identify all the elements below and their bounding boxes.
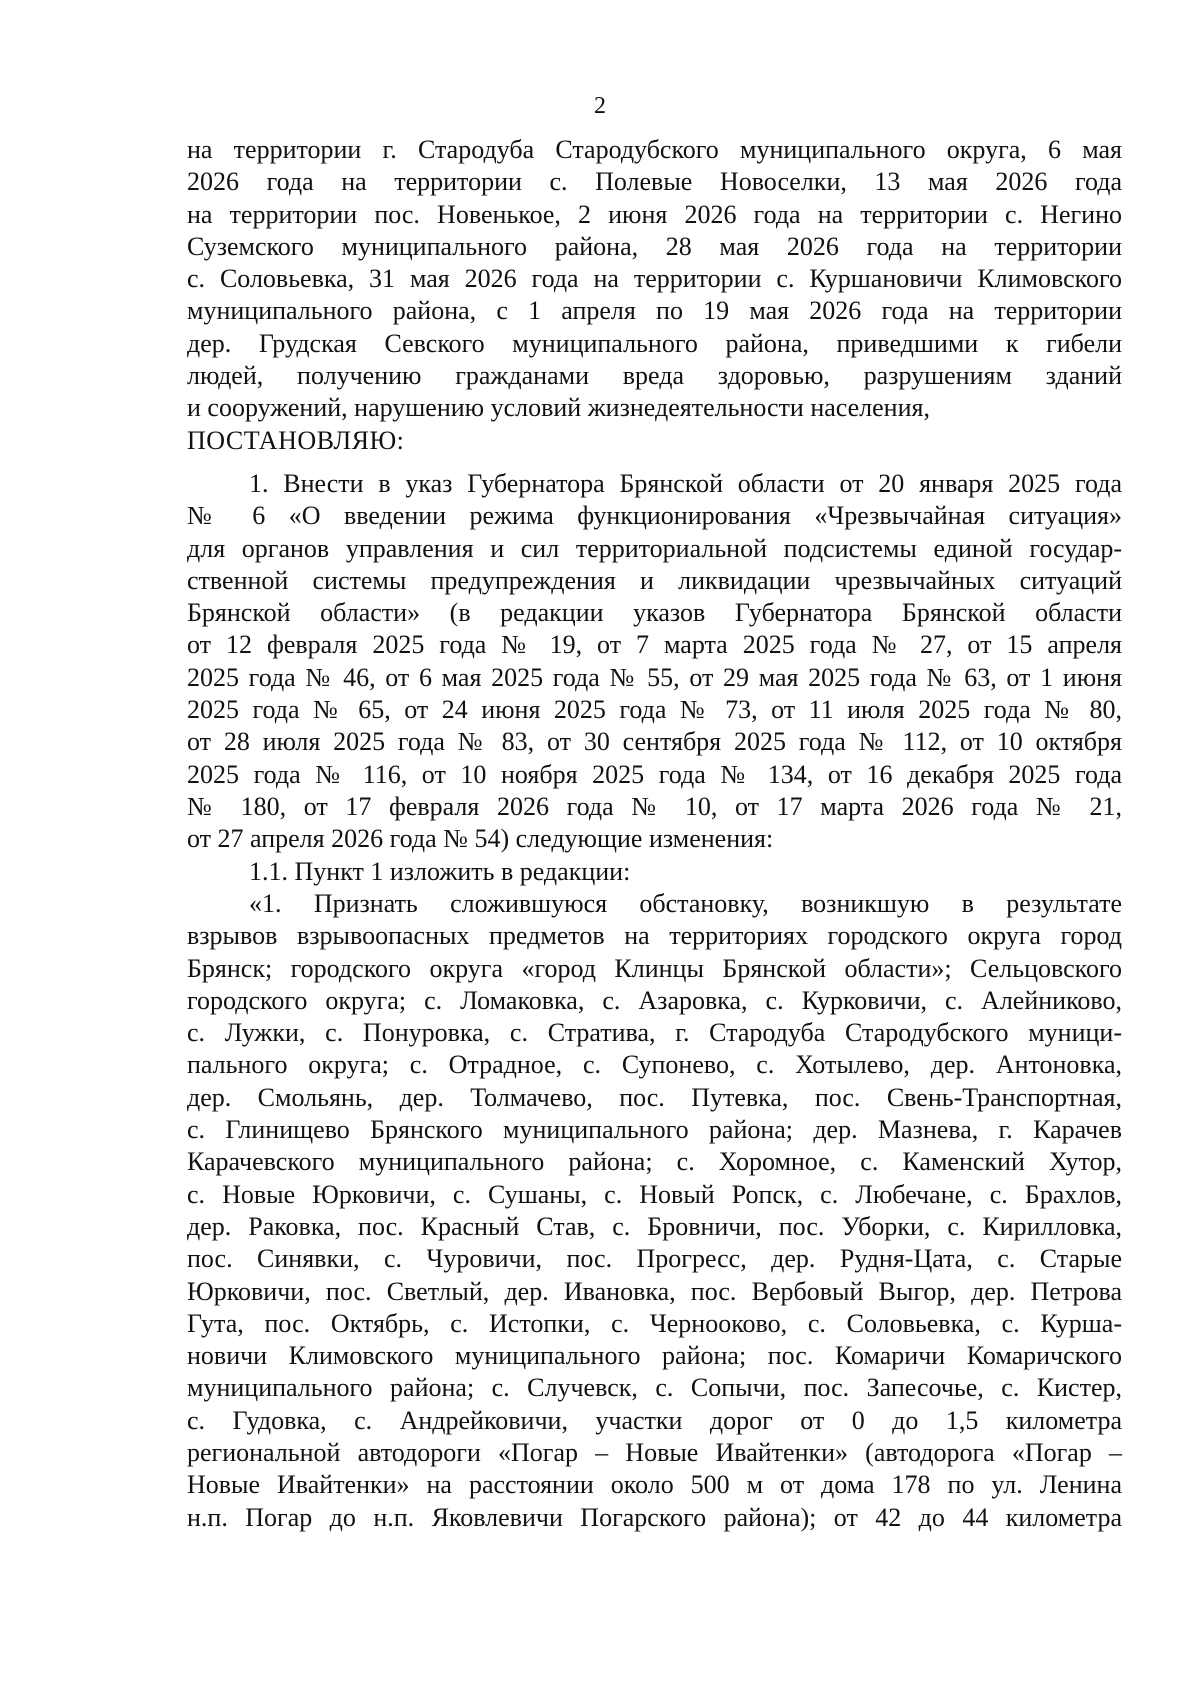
text-line: муниципального района, с 1 апреля по 19 мая 2026 года на территории — [187, 296, 1122, 326]
text-line: Карачевского муниципального района; с. Хоромное, с. Каменский Хутор, — [187, 1147, 1122, 1177]
amended-text-quote — [187, 888, 1122, 1534]
text-line: Брянской области» (в редакции указов Губернатора Брянской области — [187, 598, 1122, 628]
text-line: взрывов взрывоопасных предметов на территориях городского округа город — [187, 921, 1122, 951]
text-line: на территории пос. Новенькое, 2 июня 2026 года на территории с. Негино — [187, 199, 1122, 229]
text-line: с. Лужки, с. Понуровка, с. Стратива, г. Стародуба Стародубского муници- — [187, 1018, 1122, 1048]
text-line: ственной системы предупреждения и ликвидации чрезвычайных ситуаций — [187, 565, 1122, 595]
text-line: от 27 апреля 2026 года № 54) следующие изменения: — [187, 824, 774, 854]
text-line: Новые Ивайтенки» на расстоянии около 500 м от дома 178 по ул. Ленина — [187, 1470, 1122, 1500]
text-line: 2025 года № 46, от 6 мая 2025 года № 55, от 29 мая 2025 года № 63, от 1 июня — [187, 662, 1122, 692]
page-number: 2 — [594, 93, 606, 119]
text-line: н.п. Погар до н.п. Яковлевичи Погарского района); от 42 до 44 километра — [187, 1502, 1122, 1532]
text-line: с. Глинищево Брянского муниципального района; дер. Мазнева, г. Карачев — [187, 1115, 1122, 1145]
text-line: и сооружений, нарушению условий жизнедеятельности населения, — [187, 393, 930, 423]
text-line: Суземского муниципального района, 28 мая 2026 года на территории — [187, 231, 1122, 261]
item-1-paragraph — [187, 468, 1122, 888]
text-line: Брянск; городского округа «город Клинцы Брянской области»; Сельцовского — [187, 953, 1122, 983]
text-line: городского округа; с. Ломаковка, с. Азаровка, с. Курковичи, с. Алейниково, — [187, 985, 1122, 1015]
text-line: людей, получению гражданами вреда здоровью, разрушениям зданий — [187, 361, 1122, 391]
text-line: 2026 года на территории с. Полевые Новоселки, 13 мая 2026 года — [187, 167, 1122, 197]
text-line: дер. Грудская Севского муниципального района, приведшими к гибели — [187, 328, 1122, 358]
text-line: новичи Климовского муниципального района; пос. Комаричи Комаричского — [187, 1341, 1122, 1371]
text-line: от 12 февраля 2025 года № 19, от 7 марта 2025 года № 27, от 15 апреля — [187, 630, 1122, 660]
text-line: от 28 июля 2025 года № 83, от 30 сентября 2025 года № 112, от 10 октября — [187, 727, 1122, 757]
text-line: «1. Признать сложившуюся обстановку, возникшую в результате — [249, 889, 1122, 918]
text-line: № 180, от 17 февраля 2026 года № 10, от 17 марта 2026 года № 21, — [187, 791, 1122, 821]
text-line: с. Соловьевка, 31 мая 2026 года на территории с. Куршановичи Климовского — [187, 264, 1122, 294]
text-line: дер. Раковка, пос. Красный Став, с. Бровничи, пос. Уборки, с. Кирилловка, — [187, 1211, 1122, 1241]
text-line: для органов управления и сил территориальной подсистемы единой государ- — [187, 533, 1122, 563]
text-line: региональной автодороги «Погар – Новые Ивайтенки» (автодорога «Погар – — [187, 1438, 1122, 1468]
text-line: № 6 «О введении режима функционирования «Чрезвычайная ситуация» — [187, 501, 1122, 531]
text-line: 2025 года № 65, от 24 июня 2025 года № 73, от 11 июля 2025 года № 80, — [187, 695, 1122, 725]
text-line: с. Новые Юрковичи, с. Сушаны, с. Новый Ропск, с. Любечане, с. Брахлов, — [187, 1179, 1122, 1209]
text-line: с. Гудовка, с. Андрейковичи, участки дорог от 0 до 1,5 километра — [187, 1405, 1122, 1435]
text-line: Гута, пос. Октябрь, с. Истопки, с. Чернооково, с. Соловьевка, с. Курша- — [187, 1308, 1122, 1338]
intro-paragraph — [187, 134, 1122, 457]
text-line: муниципального района; с. Случевск, с. Сопычи, пос. Запесочье, с. Кистер, — [187, 1373, 1122, 1403]
item-1-1-heading: 1.1. Пункт 1 изложить в редакции: — [249, 856, 631, 886]
decree-heading: ПОСТАНОВЛЯЮ: — [187, 425, 405, 455]
text-line: 2025 года № 116, от 10 ноября 2025 года № 134, от 16 декабря 2025 года — [187, 759, 1122, 789]
text-line: Юрковичи, пос. Светлый, дер. Ивановка, пос. Вербовый Выгор, дер. Петрова — [187, 1276, 1122, 1306]
text-line: 1. Внести в указ Губернатора Брянской области от 20 января 2025 года — [249, 469, 1122, 498]
text-line: дер. Смольянь, дер. Толмачево, пос. Путевка, пос. Свень-Транспортная, — [187, 1082, 1122, 1112]
text-line: пос. Синявки, с. Чуровичи, пос. Прогресс, дер. Рудня-Цата, с. Старые — [187, 1244, 1122, 1274]
text-line: на территории г. Стародуба Стародубского муниципального округа, 6 мая — [187, 135, 1122, 164]
text-line: пального округа; с. Отрадное, с. Супонево, с. Хотылево, дер. Антоновка, — [187, 1050, 1122, 1080]
